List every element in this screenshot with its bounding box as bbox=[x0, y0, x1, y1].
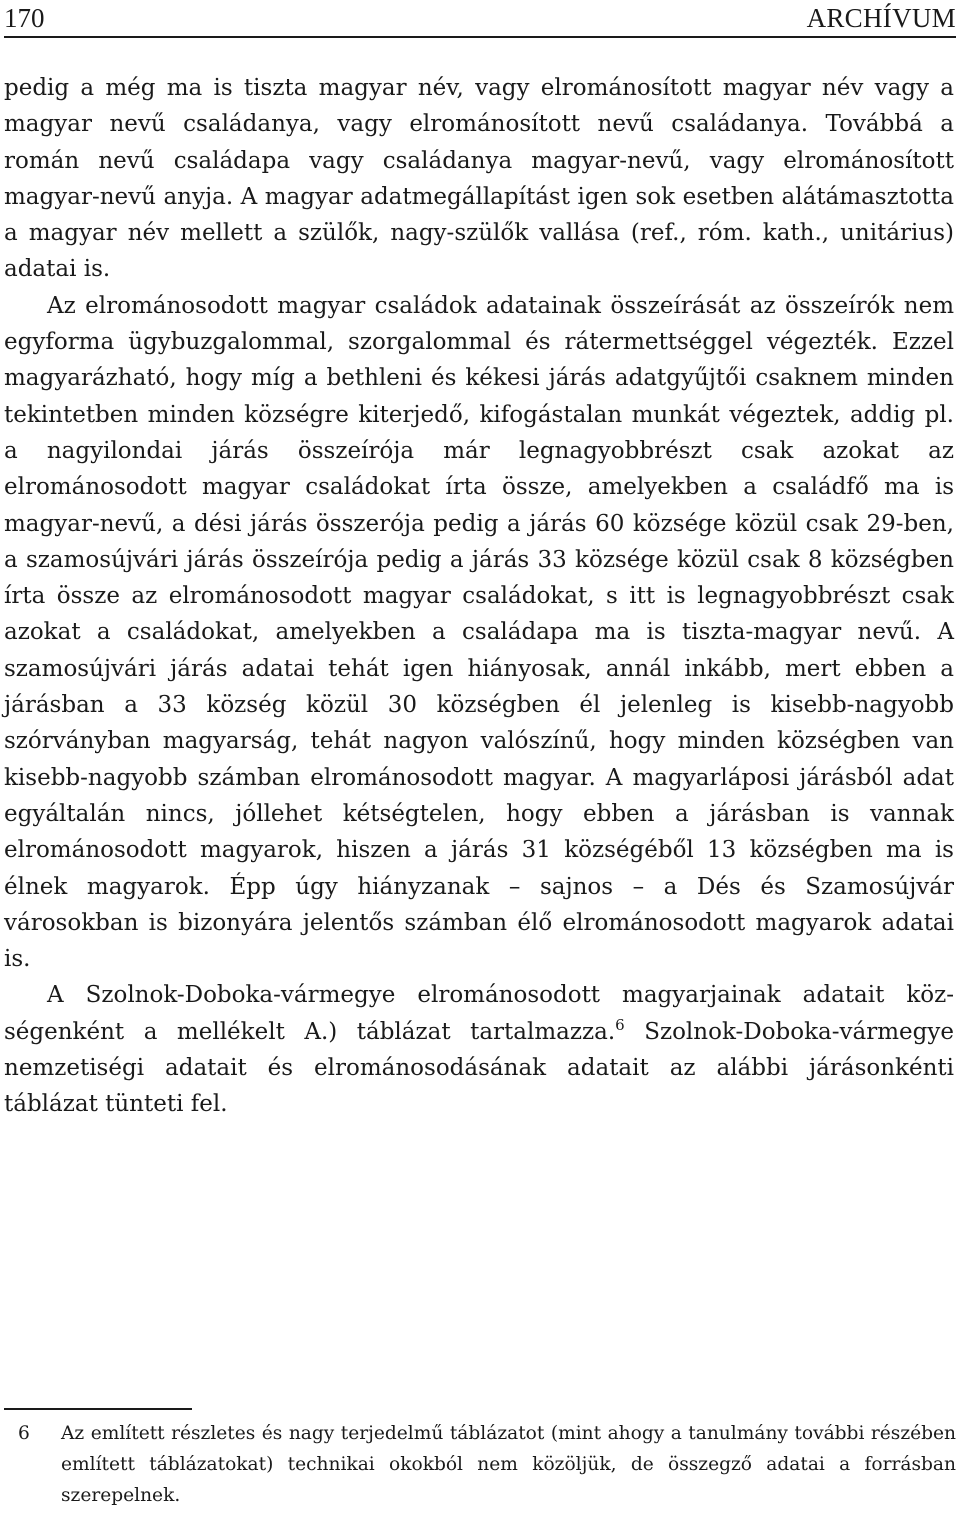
paragraph-1: pedig a még ma is tiszta magyar név, vagy elrománosított magyar név vagy a magyar nevű családanya, vagy elrománosított nevű családanya. Továbbá a román nevű családapa vagy családanya magyar-nevű, vagy elrománosított magyar-nevű anyja. A magyar adatmegállapítást igen sok esetben alátámasztotta a magyar név mellett a szülők, nagy-szülők vallása (ref., róm. kath., unitárius) adatai is. bbox=[4, 75, 954, 283]
footnote-number: 6 bbox=[18, 1423, 30, 1444]
paragraph-2: Az elrománosodott magyar családok adatainak összeírását az összeírók nem egyforma ügybuzgalommal, szorgalommal és rátermettséggel végezték. Ezzel magyarázható, hogy míg a bethleni és kékesi járás adatgyűjtői csaknem minden tekintetben minden községre kiterjedő, kifogástalan munkát végeztek, addig pl. a nagyilondai járás összeírója már legnagyobbrészt csak azokat az elrománosodott magyar családokat írta össze, amelyekben a családfő ma is magyar-nevű, a dési járás összerója pedig a járás 60 községe közül csak 29-ben, a szamosújvári járás összeírója pedig a járás 33 községe közül csak 8 községben írta össze az elrománosodott magyar családokat, s itt is legnagyobbrészt csak azokat a családokat, amelyekben a családapa ma is tiszta-magyar nevű. A szamosújvári járás adatai tehát igen hiányosak, annál inkább, mert ebben a járásban a 33 község közül 30 községben él jelenleg is kisebb-nagyobb szórványban magyarság, tehát nagyon valószínű, hogy minden községben van kisebb-nagyobb számban elrománosodott magyar. A magyarláposi járásból adat egyáltalán nincs, jóllehet kétségtelen, hogy ebben a járásban is vannak elrománosodott magyarok, hiszen a járás 31 községéből 13 községben ma is élnek magyarok. Épp úgy hiányzanak – sajnos – a Dés és Szamosújvár városokban is bizonyára jelentős számban élő elrománosodott magyarok adatai is. bbox=[4, 292, 954, 973]
footnote-text: Az említett részletes és nagy terjedelmű táblázatot (mint ahogy a tanulmány további részében említett táblázatokat) technikai okokból nem közöljük, de összegző adatai a forrásban szerepelnek. bbox=[61, 1423, 956, 1506]
journal-title: ARCHÍVUM bbox=[806, 3, 956, 33]
footnote bbox=[4, 1418, 956, 1511]
page-number: 170 bbox=[4, 3, 45, 33]
body-text bbox=[4, 70, 954, 1123]
paragraph-3-text-after: Szolnok-Doboka-vármegye nemzetiségi adatait és elrománosodásának adatait az alábbi járásonkénti táblázat tünteti fel. bbox=[4, 1018, 954, 1118]
paragraph-3-text-before: A Szolnok-Doboka-vármegye elrománosodott magyarjainak adatait községenként a mellékelt A.) táblázat tartalmazza. bbox=[4, 982, 954, 1045]
running-header bbox=[4, 0, 956, 38]
footnote-reference[interactable]: 6 bbox=[615, 1015, 625, 1034]
footnote-separator bbox=[4, 1408, 192, 1410]
paragraph-3 bbox=[4, 977, 954, 1122]
